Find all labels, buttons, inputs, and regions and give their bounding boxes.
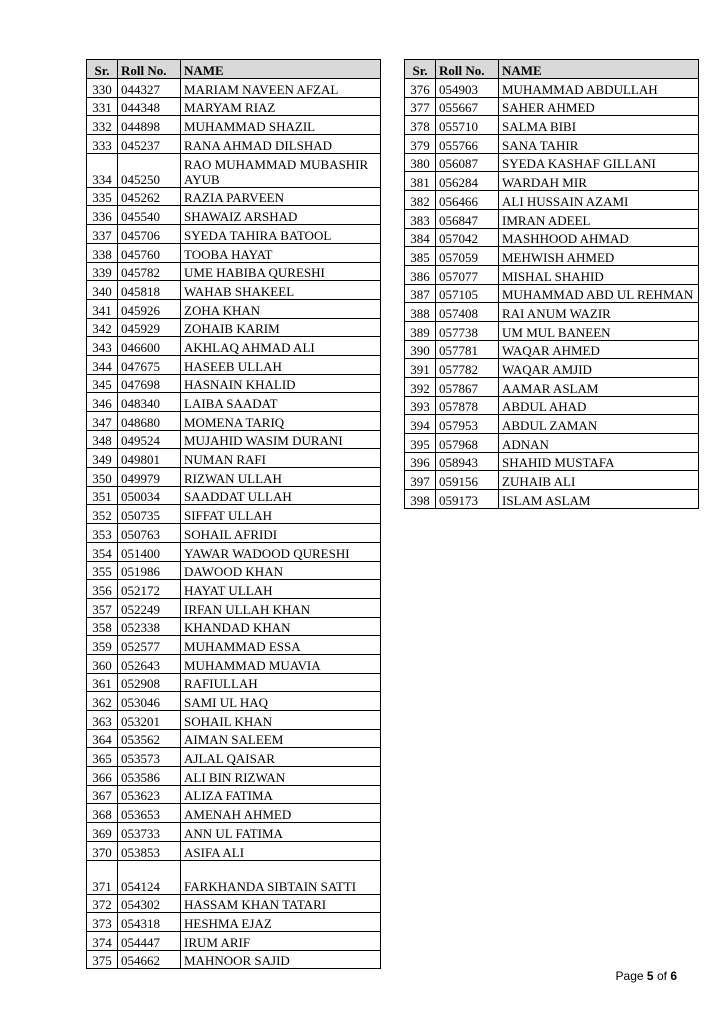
row-name: HASNAIN KHALID [181,374,381,393]
row-name: KHANDAD KHAN [181,617,381,636]
row-name: HESHMA EJAZ [181,913,381,932]
row-name: RAO MUHAMMAD MUBASHIR AYUB [181,153,381,187]
row-sr: 340 [87,281,118,300]
row-roll-no: 055710 [436,116,499,135]
row-name: ISLAM ASLAM [499,490,699,509]
row-sr: 389 [405,321,436,340]
table-row [87,337,381,356]
table-row [87,729,381,748]
table-row [405,452,699,471]
row-roll-no: 044898 [118,116,181,135]
table-row [87,153,381,187]
row-sr: 360 [87,654,118,673]
row-name: FARKHANDA SIBTAIN SATTI [181,860,381,894]
row-roll-no: 057782 [436,359,499,378]
row-sr: 374 [87,931,118,950]
table-row [87,412,381,431]
row-roll-no: 057878 [436,396,499,415]
row-roll-no: 057059 [436,247,499,266]
row-name: YAWAR WADOOD QURESHI [181,542,381,561]
table-row [405,135,699,154]
row-roll-no: 057968 [436,434,499,453]
row-roll-no: 053586 [118,767,181,786]
table-row [87,804,381,823]
of-word: of [656,969,667,983]
table-row [405,471,699,490]
row-roll-no: 051986 [118,561,181,580]
row-sr: 394 [405,415,436,434]
row-name: ADNAN [499,434,699,453]
row-roll-no: 056847 [436,209,499,228]
table-body-left [87,79,381,969]
table-row [87,97,381,116]
row-roll-no: 053562 [118,729,181,748]
header-sr: Sr. [405,60,436,79]
row-name: RANA AHMAD DILSHAD [181,135,381,154]
row-name: WAQAR AMJID [499,359,699,378]
header-name: NAME [499,60,699,79]
row-roll-no: 053046 [118,692,181,711]
row-roll-no: 056087 [436,153,499,172]
row-name: SOHAIL KHAN [181,711,381,730]
row-sr: 353 [87,524,118,543]
row-sr: 384 [405,228,436,247]
row-sr: 396 [405,452,436,471]
row-roll-no: 052338 [118,617,181,636]
row-sr: 354 [87,542,118,561]
row-sr: 380 [405,153,436,172]
row-roll-no: 057077 [436,265,499,284]
row-name: MASHHOOD AHMAD [499,228,699,247]
table-row [405,247,699,266]
row-roll-no: 054903 [436,79,499,98]
row-roll-no: 045237 [118,135,181,154]
row-roll-no: 052908 [118,673,181,692]
row-sr: 365 [87,748,118,767]
row-sr: 347 [87,412,118,431]
table-row [87,374,381,393]
row-sr: 342 [87,318,118,337]
table-row [87,931,381,950]
row-roll-no: 056284 [436,172,499,191]
row-sr: 348 [87,430,118,449]
page-current: 5 [646,969,654,983]
table-row [405,434,699,453]
row-sr: 345 [87,374,118,393]
row-sr: 337 [87,225,118,244]
row-roll-no: 054447 [118,931,181,950]
header-roll-no: Roll No. [118,60,181,79]
row-name: RAFIULLAH [181,673,381,692]
table-row [405,415,699,434]
row-name: MUHAMMAD ABD UL REHMAN [499,284,699,303]
table-row [87,79,381,98]
row-name: MARIAM NAVEEN AFZAL [181,79,381,98]
row-roll-no: 049524 [118,430,181,449]
table-row [87,894,381,913]
table-row [405,265,699,284]
row-name: ZUHAIB ALI [499,471,699,490]
row-name: RIZWAN ULLAH [181,468,381,487]
table-row [87,524,381,543]
row-sr: 336 [87,206,118,225]
row-name: HASEEB ULLAH [181,355,381,374]
row-sr: 351 [87,486,118,505]
table-row [87,823,381,842]
row-sr: 355 [87,561,118,580]
table-row [405,97,699,116]
row-roll-no: 047675 [118,355,181,374]
row-sr: 382 [405,191,436,210]
row-name: WAHAB SHAKEEL [181,281,381,300]
row-name: ABDUL AHAD [499,396,699,415]
row-name: WAQAR AHMED [499,340,699,359]
student-table-left [86,59,381,969]
row-roll-no: 044348 [118,97,181,116]
row-sr: 368 [87,804,118,823]
table-row [405,396,699,415]
row-roll-no: 052172 [118,580,181,599]
table-row [87,841,381,860]
row-roll-no: 045262 [118,187,181,206]
table-row [87,430,381,449]
table-row [405,378,699,397]
row-sr: 376 [405,79,436,98]
row-roll-no: 045706 [118,225,181,244]
row-sr: 386 [405,265,436,284]
row-sr: 392 [405,378,436,397]
row-name: ASIFA ALI [181,841,381,860]
row-sr: 385 [405,247,436,266]
page-number [616,969,677,983]
table-row [87,486,381,505]
student-table-right [404,59,699,509]
table-row [87,225,381,244]
row-sr: 350 [87,468,118,487]
table-row [87,636,381,655]
table-row [405,490,699,509]
row-roll-no: 046600 [118,337,181,356]
row-name: ALI BIN RIZWAN [181,767,381,786]
row-sr: 373 [87,913,118,932]
row-sr: 383 [405,209,436,228]
row-sr: 338 [87,243,118,262]
row-name: NUMAN RAFI [181,449,381,468]
table-row [405,228,699,247]
row-name: DAWOOD KHAN [181,561,381,580]
table-row [405,303,699,322]
row-name: SHAHID MUSTAFA [499,452,699,471]
row-sr: 398 [405,490,436,509]
row-roll-no: 057042 [436,228,499,247]
table-row [87,561,381,580]
row-name: MUHAMMAD ABDULLAH [499,79,699,98]
row-sr: 363 [87,711,118,730]
row-name: SYEDA KASHAF GILLANI [499,153,699,172]
row-name: SAMI UL HAQ [181,692,381,711]
row-roll-no: 057738 [436,321,499,340]
row-sr: 344 [87,355,118,374]
row-sr: 379 [405,135,436,154]
row-roll-no: 059173 [436,490,499,509]
row-roll-no: 054318 [118,913,181,932]
row-sr: 377 [405,97,436,116]
row-name: IRUM ARIF [181,931,381,950]
row-name: MUJAHID WASIM DURANI [181,430,381,449]
row-sr: 362 [87,692,118,711]
row-roll-no: 055766 [436,135,499,154]
row-roll-no: 045782 [118,262,181,281]
row-sr: 352 [87,505,118,524]
row-name: MARYAM RIAZ [181,97,381,116]
table-row [87,505,381,524]
row-name: WARDAH MIR [499,172,699,191]
row-name: RAI ANUM WAZIR [499,303,699,322]
row-name: MUHAMMAD MUAVIA [181,654,381,673]
row-name: MAHNOOR SAJID [181,950,381,969]
row-roll-no: 058943 [436,452,499,471]
table-row [87,449,381,468]
table-row [405,284,699,303]
page-total: 6 [670,969,677,983]
row-roll-no: 053573 [118,748,181,767]
row-sr: 397 [405,471,436,490]
table-row [405,172,699,191]
table-row [87,393,381,412]
row-name: UME HABIBA QURESHI [181,262,381,281]
table-row [87,116,381,135]
row-sr: 341 [87,299,118,318]
header-roll-no: Roll No. [436,60,499,79]
row-roll-no: 057867 [436,378,499,397]
row-sr: 333 [87,135,118,154]
row-roll-no: 053623 [118,785,181,804]
row-roll-no: 052577 [118,636,181,655]
row-name: SAADDAT ULLAH [181,486,381,505]
table-row [87,598,381,617]
row-name: TOOBA HAYAT [181,243,381,262]
row-sr: 343 [87,337,118,356]
row-name: MOMENA TARIQ [181,412,381,431]
row-name: MUHAMMAD SHAZIL [181,116,381,135]
table-row [405,191,699,210]
row-name: SOHAIL AFRIDI [181,524,381,543]
row-name: ANN UL FATIMA [181,823,381,842]
table-row [87,692,381,711]
row-sr: 387 [405,284,436,303]
table-row [87,355,381,374]
table-row [87,654,381,673]
row-sr: 378 [405,116,436,135]
row-name: SHAWAIZ ARSHAD [181,206,381,225]
row-sr: 367 [87,785,118,804]
table-row [87,135,381,154]
row-name: SIFFAT ULLAH [181,505,381,524]
row-name: AAMAR ASLAM [499,378,699,397]
row-roll-no: 048340 [118,393,181,412]
row-sr: 361 [87,673,118,692]
row-sr: 331 [87,97,118,116]
row-roll-no: 054124 [118,860,181,894]
row-roll-no: 049801 [118,449,181,468]
row-sr: 330 [87,79,118,98]
row-sr: 356 [87,580,118,599]
row-name: IMRAN ADEEL [499,209,699,228]
table-row [87,617,381,636]
row-roll-no: 054662 [118,950,181,969]
row-name: ZOHA KHAN [181,299,381,318]
row-roll-no: 057105 [436,284,499,303]
row-sr: 335 [87,187,118,206]
row-roll-no: 055667 [436,97,499,116]
row-name: HASSAM KHAN TATARI [181,894,381,913]
row-name: ALIZA FATIMA [181,785,381,804]
table-header-row [87,60,381,79]
row-roll-no: 050034 [118,486,181,505]
table-row [405,79,699,98]
row-name: IRFAN ULLAH KHAN [181,598,381,617]
table-row [405,340,699,359]
row-roll-no: 056466 [436,191,499,210]
row-roll-no: 045929 [118,318,181,337]
table-row [87,580,381,599]
table-row [87,860,381,894]
table-row [87,950,381,969]
row-name: MUHAMMAD ESSA [181,636,381,655]
row-sr: 391 [405,359,436,378]
row-sr: 393 [405,396,436,415]
row-roll-no: 045926 [118,299,181,318]
row-sr: 359 [87,636,118,655]
row-sr: 358 [87,617,118,636]
row-roll-no: 057781 [436,340,499,359]
row-sr: 370 [87,841,118,860]
row-sr: 332 [87,116,118,135]
table-row [87,748,381,767]
row-name: AIMAN SALEEM [181,729,381,748]
table-row [405,116,699,135]
table-row [87,542,381,561]
row-roll-no: 044327 [118,79,181,98]
row-name: MISHAL SHAHID [499,265,699,284]
table-row [87,673,381,692]
row-sr: 334 [87,153,118,187]
row-roll-no: 050735 [118,505,181,524]
table-row [87,262,381,281]
table-row [87,711,381,730]
row-sr: 388 [405,303,436,322]
row-name: MEHWISH AHMED [499,247,699,266]
row-roll-no: 053201 [118,711,181,730]
row-roll-no: 053653 [118,804,181,823]
table-body-right [405,79,699,509]
row-sr: 371 [87,860,118,894]
row-roll-no: 048680 [118,412,181,431]
header-name: NAME [181,60,381,79]
row-name: AJLAL QAISAR [181,748,381,767]
row-sr: 390 [405,340,436,359]
row-roll-no: 053733 [118,823,181,842]
table-row [87,468,381,487]
row-name: HAYAT ULLAH [181,580,381,599]
table-row [87,281,381,300]
row-name: ZOHAIB KARIM [181,318,381,337]
row-name: SALMA BIBI [499,116,699,135]
row-roll-no: 045760 [118,243,181,262]
row-sr: 381 [405,172,436,191]
row-name: AKHLAQ AHMAD ALI [181,337,381,356]
row-sr: 346 [87,393,118,412]
row-sr: 349 [87,449,118,468]
table-row [87,767,381,786]
row-roll-no: 047698 [118,374,181,393]
table-row [405,153,699,172]
row-sr: 369 [87,823,118,842]
table-row [87,206,381,225]
row-roll-no: 054302 [118,894,181,913]
row-sr: 339 [87,262,118,281]
row-roll-no: 045540 [118,206,181,225]
row-sr: 395 [405,434,436,453]
row-sr: 364 [87,729,118,748]
row-name: ABDUL ZAMAN [499,415,699,434]
table-row [87,187,381,206]
table-row [405,359,699,378]
row-roll-no: 049979 [118,468,181,487]
row-sr: 375 [87,950,118,969]
table-row [87,299,381,318]
row-roll-no: 052643 [118,654,181,673]
row-name: AMENAH AHMED [181,804,381,823]
row-roll-no: 050763 [118,524,181,543]
row-name: ALI HUSSAIN AZAMI [499,191,699,210]
table-row [87,318,381,337]
table-row [405,321,699,340]
row-roll-no: 052249 [118,598,181,617]
table-row [87,243,381,262]
row-name: SANA TAHIR [499,135,699,154]
row-roll-no: 045818 [118,281,181,300]
row-name: LAIBA SAADAT [181,393,381,412]
page-word: Page [615,969,644,983]
header-sr: Sr. [87,60,118,79]
row-roll-no: 051400 [118,542,181,561]
row-sr: 372 [87,894,118,913]
row-roll-no: 059156 [436,471,499,490]
row-name: RAZIA PARVEEN [181,187,381,206]
row-sr: 357 [87,598,118,617]
row-roll-no: 057953 [436,415,499,434]
row-name: UM MUL BANEEN [499,321,699,340]
table-row [87,785,381,804]
row-roll-no: 053853 [118,841,181,860]
row-sr: 366 [87,767,118,786]
row-name: SYEDA TAHIRA BATOOL [181,225,381,244]
table-row [87,913,381,932]
row-name: SAHER AHMED [499,97,699,116]
table-header-row [405,60,699,79]
row-roll-no: 045250 [118,153,181,187]
table-row [405,209,699,228]
row-roll-no: 057408 [436,303,499,322]
